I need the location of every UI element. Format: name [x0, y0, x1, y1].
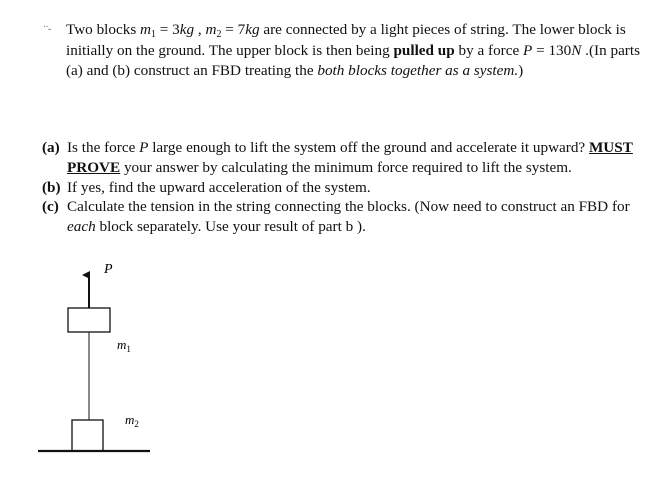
part-label: (a)	[42, 139, 60, 156]
part-label: (b)	[42, 178, 61, 196]
both-blocks-emphasis: both blocks together as a system.	[317, 62, 519, 79]
mass-2-unit: kg	[245, 21, 260, 38]
part-a-text: Is the force	[67, 139, 140, 156]
force-unit: N	[571, 41, 582, 59]
force-symbol: P	[523, 41, 533, 59]
intro-text: by a force	[454, 41, 523, 59]
must-prove-emphasis: MUST PROVE	[67, 139, 633, 176]
mass-1-equals: = 3	[156, 21, 180, 38]
mass-2-label: $m_2$	[125, 412, 139, 429]
intro-text: )	[518, 62, 524, 79]
mass-1-subscript: 1	[151, 29, 156, 40]
mass-1-label: $m_1$	[117, 337, 131, 354]
mass-1-symbol: m	[140, 21, 151, 38]
lower-block	[72, 420, 103, 451]
separator: ,	[194, 21, 206, 38]
part-c-text: block separately. Use your result of part b ).	[95, 218, 366, 236]
part-a-text: your answer by calculating the minimum force required to lift the system.	[120, 158, 572, 176]
force-label: P	[104, 262, 113, 277]
intro-text: Two blocks	[66, 21, 141, 38]
upper-block	[68, 308, 110, 332]
part-label: (c)	[42, 198, 59, 216]
each-emphasis: each	[67, 218, 96, 236]
force-value: = 130	[532, 41, 572, 59]
part-a-text: large enough to lift the system off the ground and accelerate it upward?	[148, 139, 589, 156]
mass-1-unit: kg	[179, 21, 195, 38]
part-c-text: Calculate the tension in the string connecting the blocks. (Now need to construct an FBD for	[67, 198, 630, 216]
mass-2-symbol: m	[205, 21, 217, 38]
intro-text: .(In parts (a) and (b) construct an FBD treating the	[66, 41, 640, 79]
list-bullet-marker: ··..	[43, 22, 51, 33]
intro-text: are connected by a light pieces of string. The lower block is initially on the ground. The upper block is then being	[66, 21, 626, 59]
force-symbol: P	[139, 139, 149, 156]
part-text: If yes, find the upward acceleration of the system.	[67, 178, 371, 196]
mass-2-equals: = 7	[221, 21, 246, 38]
pulled-up-emphasis: pulled up	[393, 41, 455, 59]
mass-2-subscript: 2	[216, 29, 222, 40]
